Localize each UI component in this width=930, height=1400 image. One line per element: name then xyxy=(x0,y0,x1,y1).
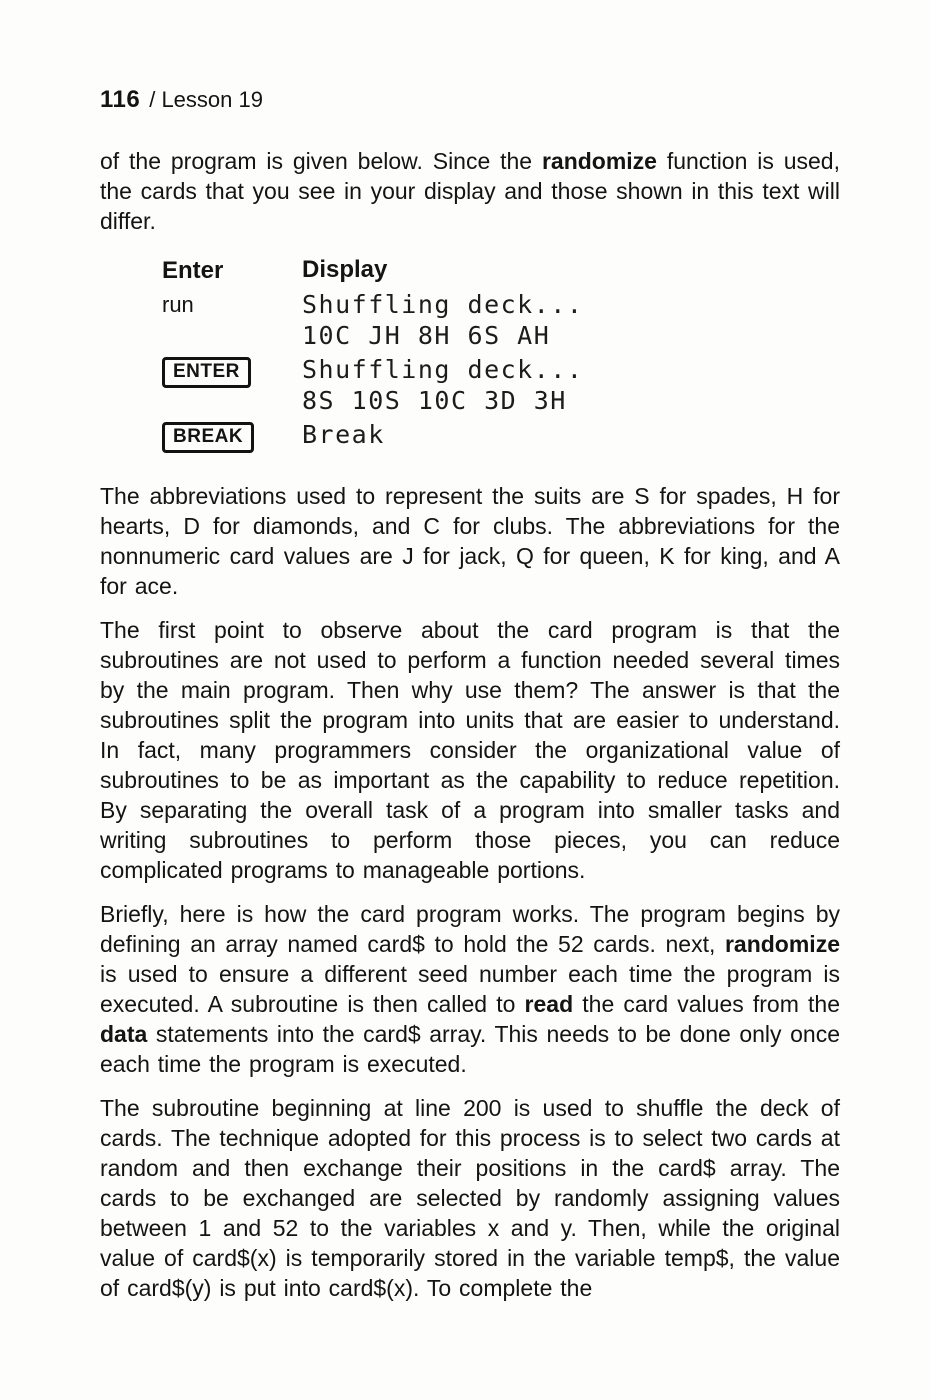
enter-cell xyxy=(162,419,302,453)
paragraph: The abbreviations used to represent the suits are S for spades, H for hearts, D for diamonds, and C for clubs. The abbreviations for the nonnumeric card values are J for jack, Q for queen, K for king, and A for ace. xyxy=(100,483,840,599)
io-row xyxy=(162,289,840,351)
intro-paragraph: of the program is given below. Since the randomize function is used, the cards that you see in your display and those shown in this text will differ. xyxy=(100,148,840,234)
display-line: Shuffling deck... xyxy=(302,355,584,384)
io-row xyxy=(162,419,840,453)
typed-command: run xyxy=(162,292,194,317)
display-line: Shuffling deck... xyxy=(302,290,584,319)
enter-display-table xyxy=(162,254,840,453)
break-keycap: BREAK xyxy=(162,422,254,453)
display-output xyxy=(302,419,840,450)
enter-cell xyxy=(162,289,302,320)
enter-cell xyxy=(162,354,302,388)
enter-column-header: Enter xyxy=(162,257,224,284)
display-column-header: Display xyxy=(302,256,388,283)
display-output xyxy=(302,354,840,416)
lesson-title: / Lesson 19 xyxy=(149,87,263,112)
io-table-header xyxy=(162,254,840,289)
paragraph: Briefly, here is how the card program works. The program begins by defining an array named card$ to hold the 52 cards. next, randomize is used to ensure a different seed number each time the program is executed. A subroutine is then called to read the card values from the data statements into the card$ array. This needs to be done only once each time the program is executed. xyxy=(100,901,840,1077)
enter-keycap: ENTER xyxy=(162,357,251,388)
display-line: Break xyxy=(302,420,385,449)
body-paragraphs xyxy=(100,481,840,1303)
io-table-rows xyxy=(162,289,840,453)
page-header xyxy=(100,86,840,114)
display-line: 10C JH 8H 6S AH xyxy=(302,321,551,350)
io-row xyxy=(162,354,840,416)
paragraph: The first point to observe about the card program is that the subroutines are not used to perform a function needed several times by the main program. Then why use them? The answer is that the subroutines split the program into units that are easier to understand. In fact, many programmers consider the organizational value of subroutines to be as important as the capability to reduce repetition. By separating the overall task of a program into smaller tasks and writing subroutines to perform those pieces, you can reduce complicated programs to manageable portions. xyxy=(100,617,840,883)
paragraph: The subroutine beginning at line 200 is used to shuffle the deck of cards. The technique adopted for this process is to select two cards at random and then exchange their positions in the card$ array. The cards to be exchanged are selected by randomly assigning values between 1 and 52 to the variables x and y. Then, while the original value of card$(x) is temporarily stored in the variable temp$, the value of card$(y) is put into card$(x). To complete the xyxy=(100,1095,840,1301)
page-number: 116 xyxy=(100,86,141,113)
display-output xyxy=(302,289,840,351)
display-line: 8S 10S 10C 3D 3H xyxy=(302,386,567,415)
